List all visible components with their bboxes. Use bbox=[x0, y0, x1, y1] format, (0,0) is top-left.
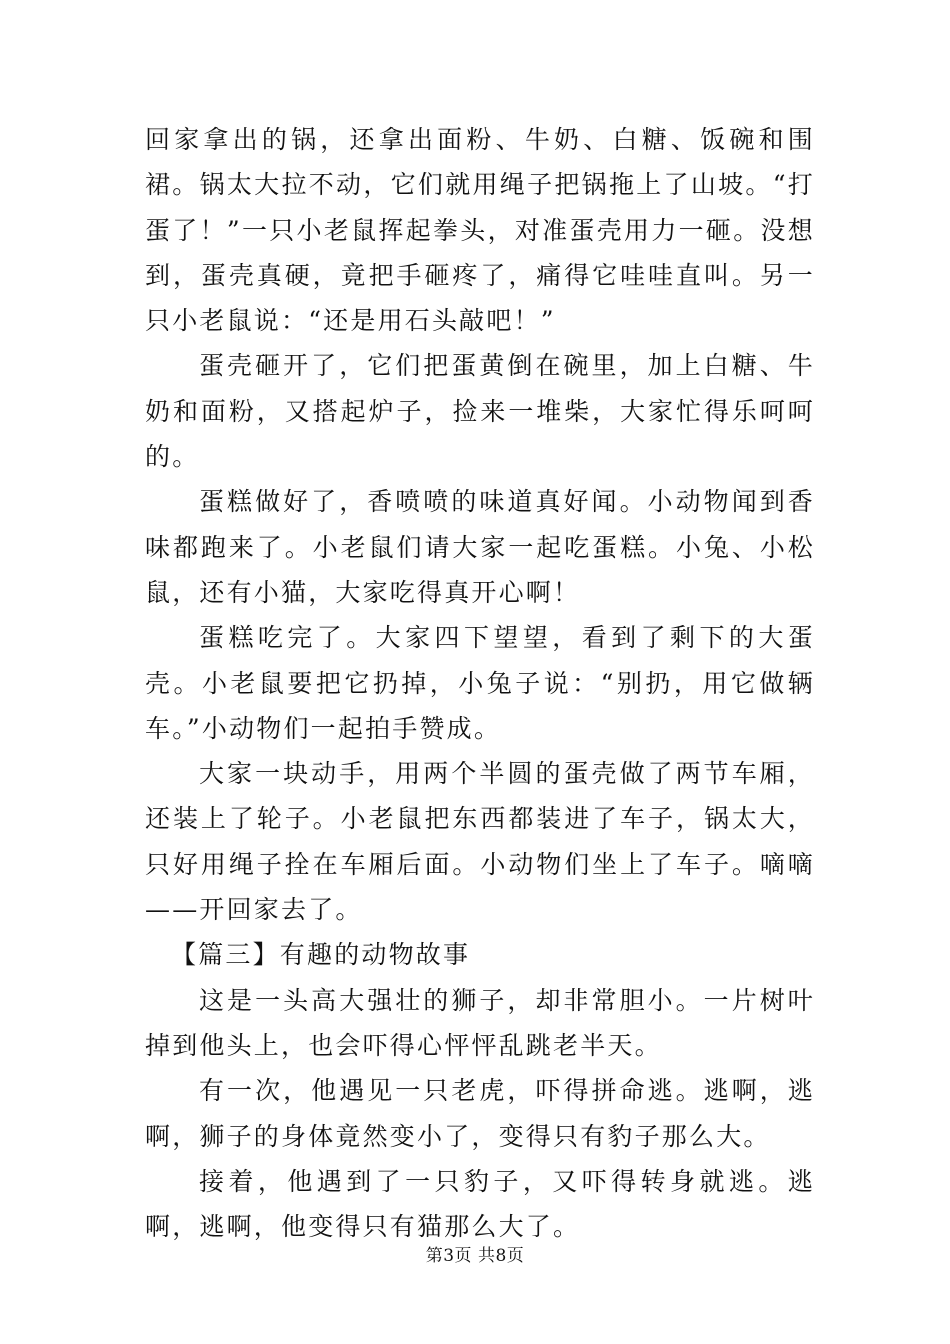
paragraph-continued: 回家拿出的锅，还拿出面粉、牛奶、白糖、饭碗和围裙。锅太大拉不动，它们就用绳子把锅拖上了山坡。“打蛋了！”一只小老鼠挥起拳头，对准蛋壳用力一砸。没想到，蛋壳真硬，竟把手砸疼了，痛得它哇哇直叫。另一只小老鼠说：“还是用石头敲吧！” bbox=[145, 125, 815, 336]
paragraph: 大家一块动手，用两个半圆的蛋壳做了两节车厢，还装上了轮子。小老鼠把东西都装进了车子，锅太大，只好用绳子拴在车厢后面。小动物们坐上了车子。嘀嘀——开回家去了。 bbox=[145, 759, 815, 925]
section-heading: 【篇三】有趣的动物故事 bbox=[171, 940, 471, 970]
document-body bbox=[145, 117, 815, 1249]
paragraph: 蛋壳砸开了，它们把蛋黄倒在碗里，加上白糖、牛奶和面粉，又搭起炉子，捡来一堆柴，大家忙得乐呵呵的。 bbox=[145, 351, 815, 472]
paragraph: 蛋糕吃完了。大家四下望望，看到了剩下的大蛋壳。小老鼠要把它扔掉，小兔子说：“别扔，用它做辆车。”小动物们一起拍手赞成。 bbox=[145, 623, 815, 743]
paragraph: 蛋糕做好了，香喷喷的味道真好闻。小动物闻到香味都跑来了。小老鼠们请大家一起吃蛋糕。小兔、小松鼠，还有小猫，大家吃得真开心啊！ bbox=[145, 487, 815, 607]
page-number-footer: 第3页 共8页 bbox=[425, 1246, 525, 1266]
paragraph: 有一次，他遇见一只老虎，吓得拼命逃。逃啊，逃啊，狮子的身体竟然变小了，变得只有豹子那么大。 bbox=[145, 1076, 815, 1151]
paragraph: 接着，他遇到了一只豹子，又吓得转身就逃。逃啊，逃啊，他变得只有猫那么大了。 bbox=[145, 1166, 815, 1242]
paragraph: 这是一头高大强壮的狮子，却非常胆小。一片树叶掉到他头上，也会吓得心怦怦乱跳老半天。 bbox=[145, 985, 815, 1060]
